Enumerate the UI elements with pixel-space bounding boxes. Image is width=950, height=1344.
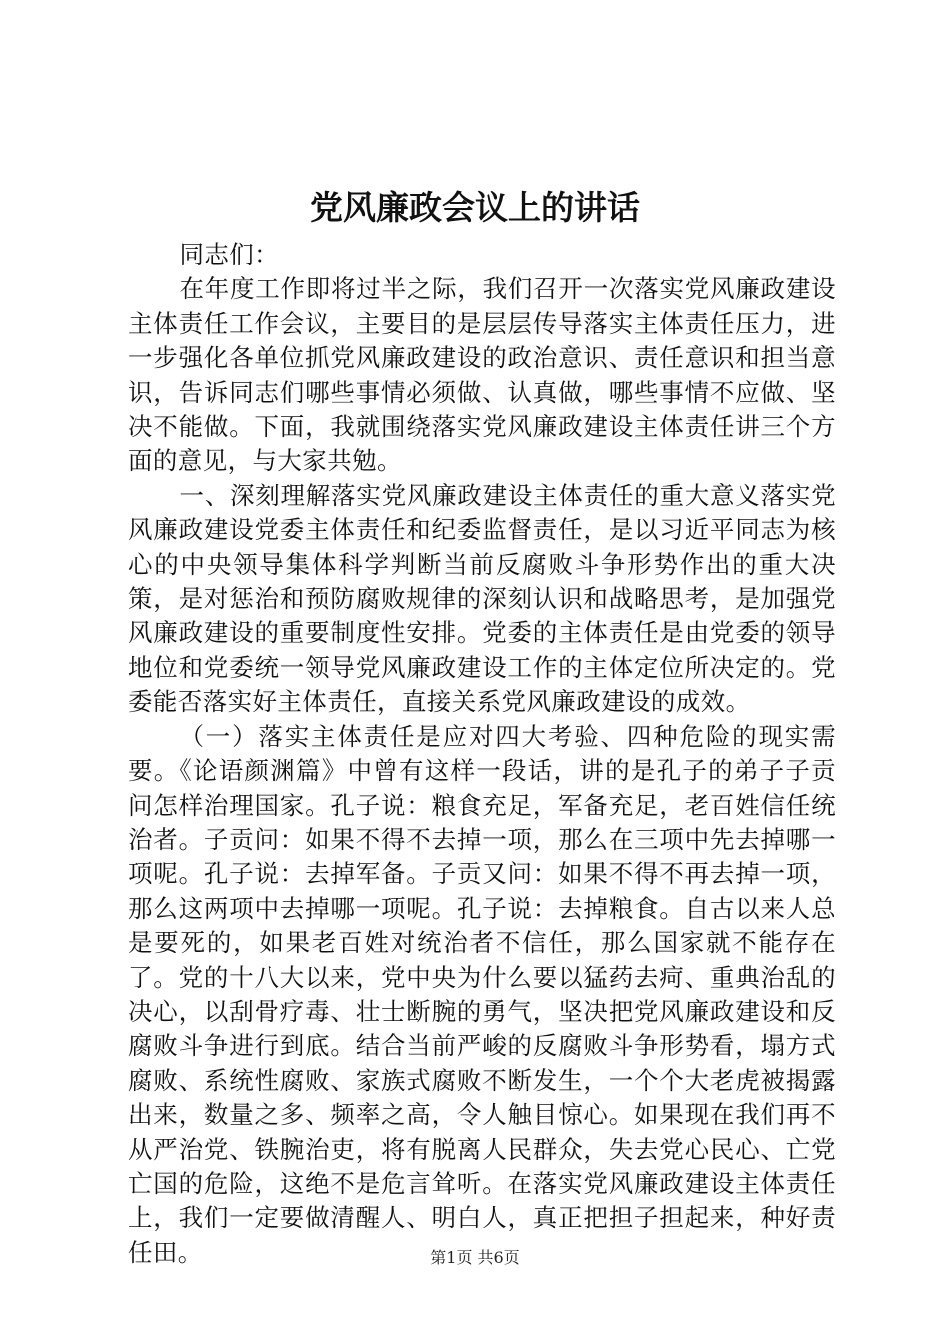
document-title: 党风廉政会议上的讲话 — [310, 188, 640, 227]
page-number-footer: 第1页 共6页 — [430, 1248, 520, 1267]
intro-paragraph: 在年度工作即将过半之际，我们召开一次落实党风廉政建设主体责任工作会议，主要目的是层层传导落实主体责任压力，进一步强化各单位抓党风廉政建设的政治意识、责任意识和担当意识，告诉同志们哪些事情必须做、认真做，哪些事情不应做、坚决不能做。下面，我就围绕落实党风廉政建设主体责任讲三个方面的意见，与大家共勉。 — [128, 274, 836, 476]
section-one-paragraph: 一、深刻理解落实党风廉政建设主体责任的重大意义落实党风廉政建设党委主体责任和纪委监督责任，是以习近平同志为核心的中央领导集体科学判断当前反腐败斗争形势作出的重大决策，是对惩治和预防腐败规律的深刻认识和战略思考，是加强党风廉政建设的重要制度性安排。党委的主体责任是由党委的领导地位和党委统一领导党风廉政建设工作的主体定位所决定的。党委能否落实好主体责任，直接关系党风廉政建设的成效。 — [128, 480, 836, 717]
subsection-one-paragraph: （一）落实主体责任是应对四大考验、四种危险的现实需要。《论语颜渊篇》中曾有这样一段话，讲的是孔子的弟子子贡问怎样治理国家。孔子说：粮食充足，军备充足，老百姓信任统治者。子贡问：如果不得不去掉一项，那么在三项中先去掉哪一项呢。孔子说：去掉军备。子贡又问：如果不得不再去掉一项，那么这两项中去掉哪一项呢。孔子说：去掉粮食。自古以来人总是要死的，如果老百姓对统治者不信任，那么国家就不能存在了。党的十八大以来，党中央为什么要以猛药去疴、重典治乱的决心，以刮骨疗毒、壮士断腕的勇气，坚决把党风廉政建设和反腐败斗争进行到底。结合当前严峻的反腐败斗争形势看，塌方式腐败、系统性腐败、家族式腐败不断发生，一个个大老虎被揭露出来，数量之多、频率之高，令人触目惊心。如果现在我们再不从严治党、铁腕治吏，将有脱离人民群众，失去党心民心、亡党亡国的危险，这绝不是危言耸听。在落实党风廉政建设主体责任上，我们一定要做清醒人、明白人，真正把担子担起来，种好责任田。 — [128, 721, 836, 1267]
document-body — [128, 238, 836, 1270]
salutation-paragraph: 同志们： — [179, 240, 280, 269]
